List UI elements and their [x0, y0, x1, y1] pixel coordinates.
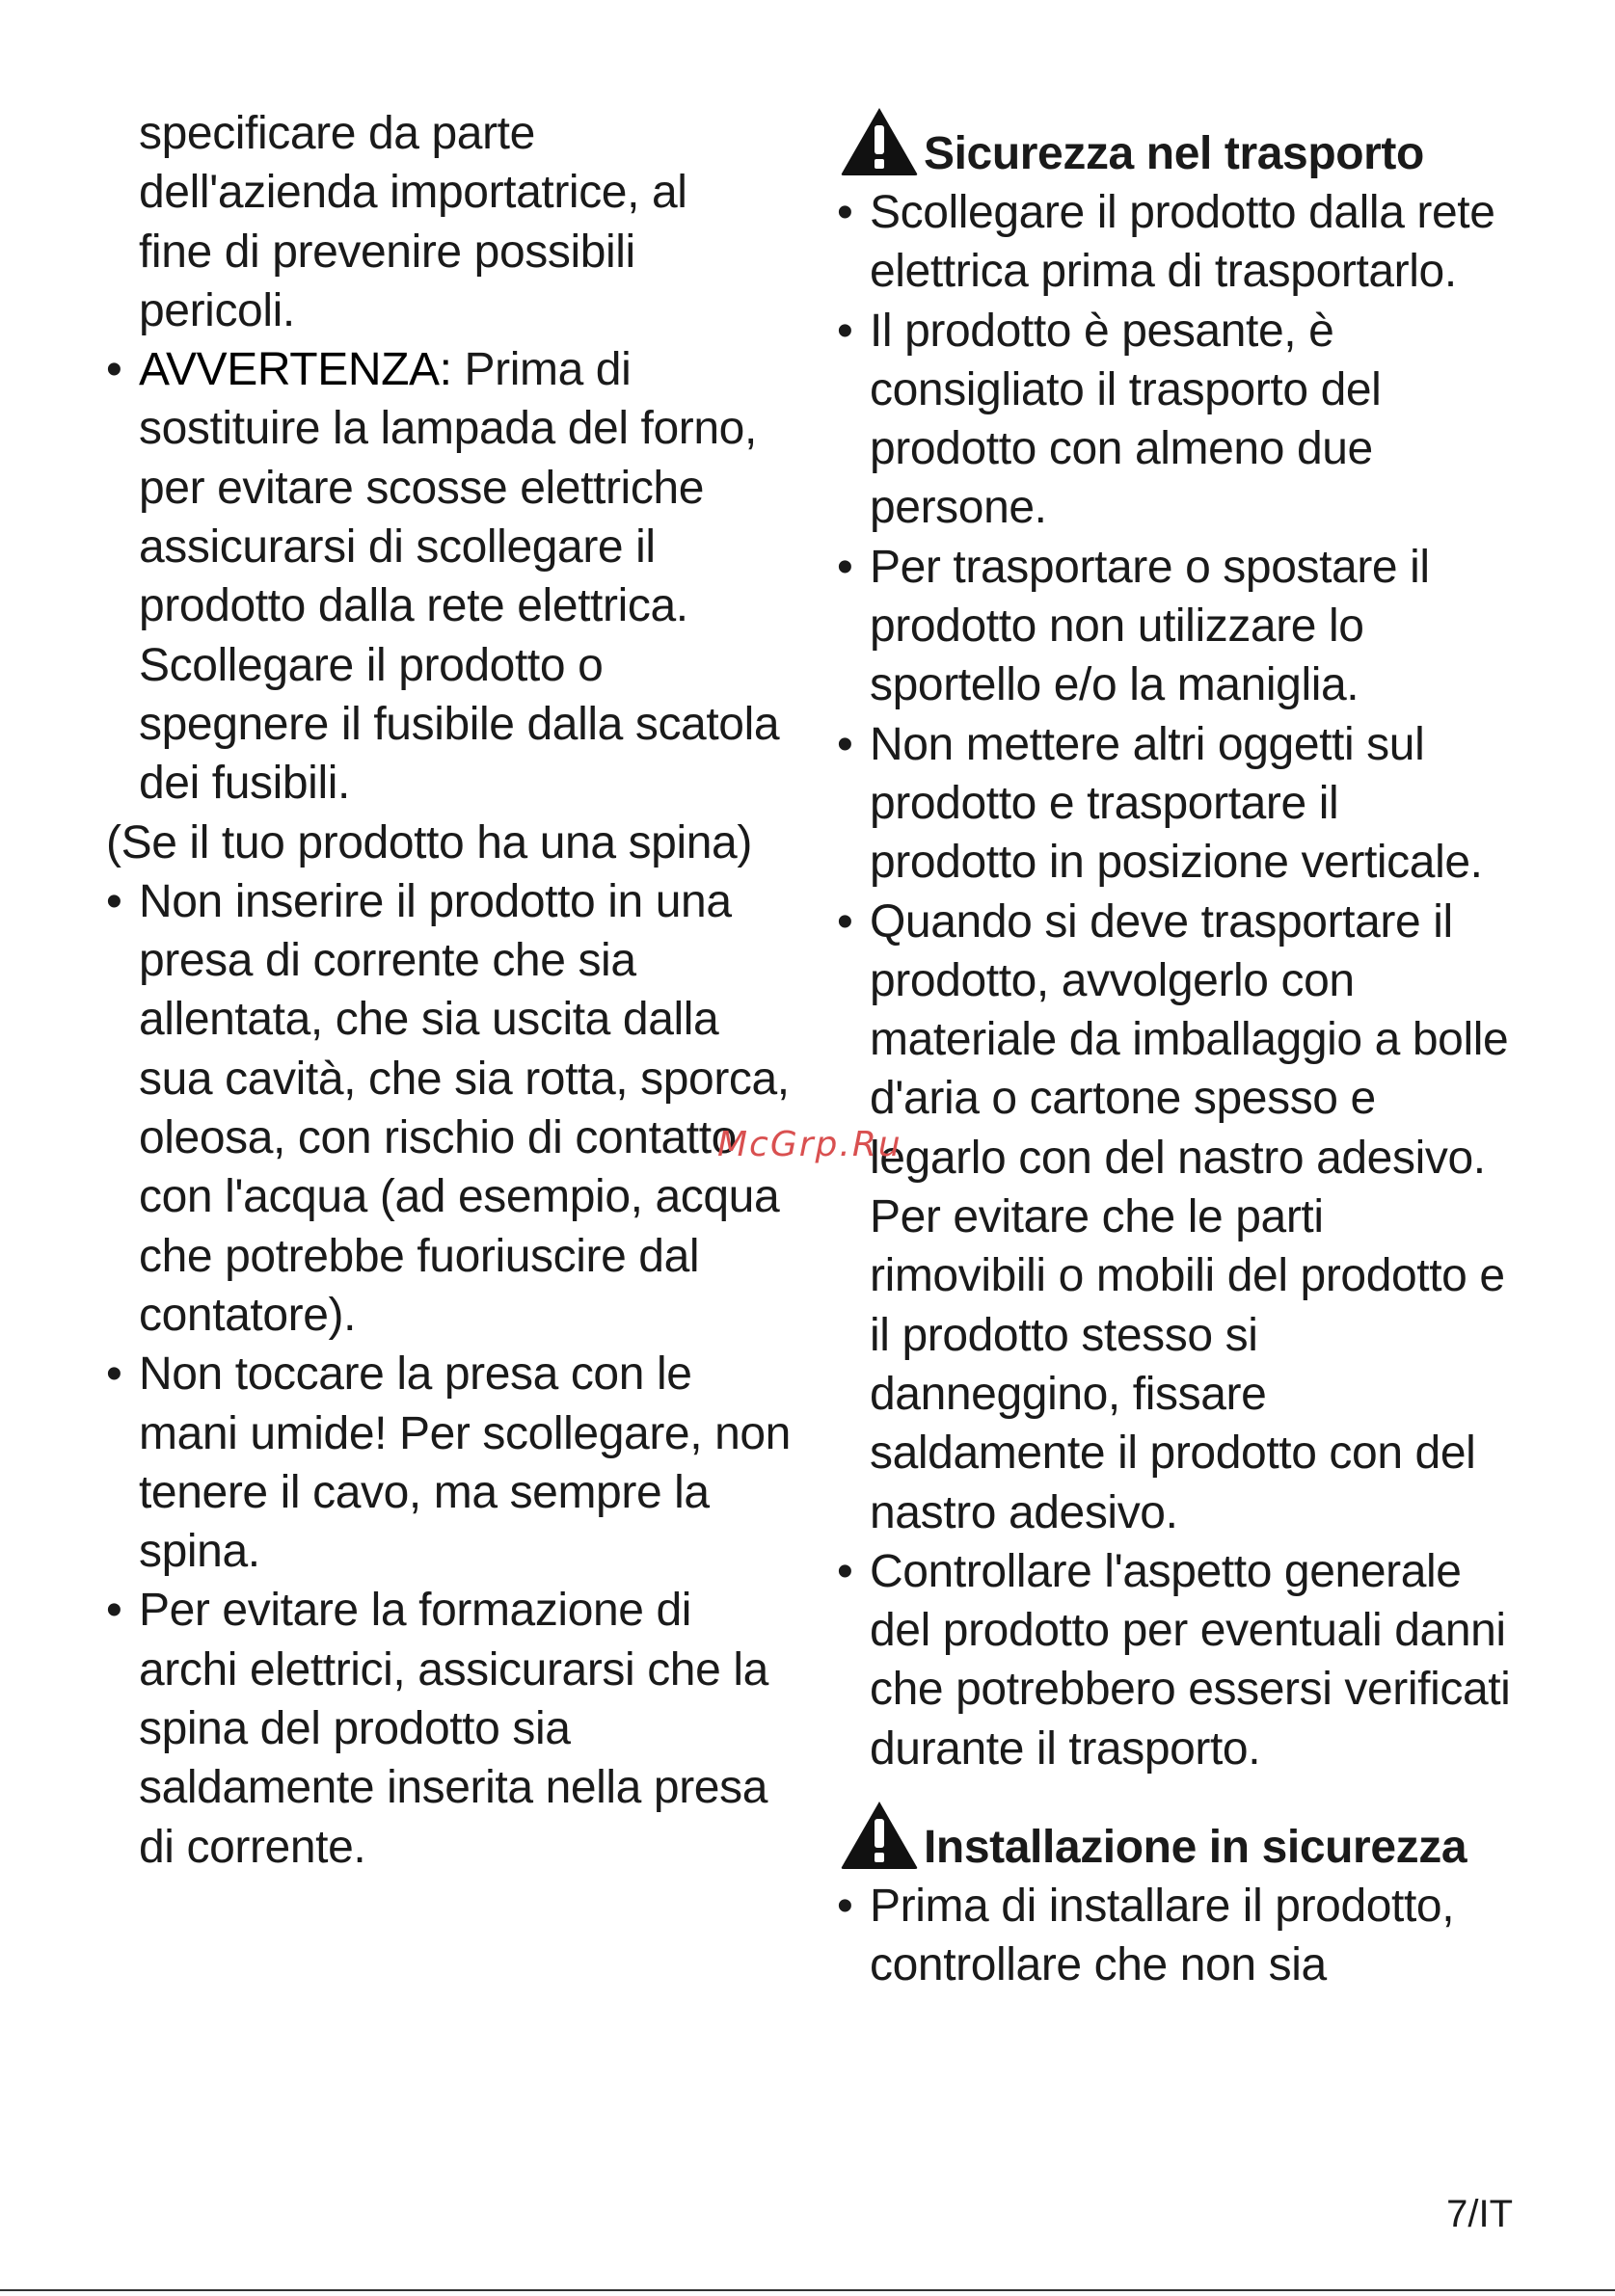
list-item: • Scollegare il prodotto dalla rete elettrica prima di trasportarlo. [837, 183, 1512, 302]
bottom-divider [0, 2289, 1615, 2291]
section-title: Sicurezza nel trasporto [924, 127, 1424, 179]
right-column [837, 114, 1512, 1995]
intro-line: dell'azienda importatrice, al [139, 167, 687, 219]
list-item: • Per evitare la formazione di archi elettrici, assicurarsi che la spina del prodotto sia saldamente inserita nella presa di corrente. [106, 1581, 800, 1876]
list-item: • Il prodotto è pesante, è consigliato il trasporto del prodotto con almeno due persone. [837, 302, 1512, 538]
warning-list [106, 340, 800, 813]
plug-note: (Se il tuo prodotto ha una spina) [106, 816, 752, 868]
intro-line: pericoli. [139, 284, 295, 336]
transport-list [837, 183, 1512, 1778]
warning-triangle-icon [840, 1800, 919, 1871]
list-item: • Non inserire il prodotto in una presa di corrente che sia allentata, che sia uscita dalla sua cavità, che sia rotta, sporca, oleosa, con rischio di contatto con l'acqua (ad esempio, acqua che potrebbe fuoriuscire dal contatore). [106, 872, 800, 1345]
plug-safety-list [106, 872, 800, 1877]
section-heading-transport [837, 114, 1512, 183]
warning-triangle-icon [840, 106, 919, 177]
section-spacer [837, 1778, 1512, 1807]
warning-label: AVVERTENZA: [139, 344, 452, 396]
list-item: • Prima di installare il prodotto, controllare che non sia [837, 1877, 1512, 1995]
installation-list [837, 1877, 1512, 1995]
list-item: • Non toccare la presa con le mani umide! Per scollegare, non tenere il cavo, ma sempre la spina. [106, 1345, 800, 1581]
intro-line: fine di prevenire possibili [139, 226, 635, 278]
page-number: 7/IT [1446, 2193, 1513, 2235]
list-item: • Non mettere altri oggetti sul prodotto e trasportare il prodotto in posizione verticale. [837, 715, 1512, 893]
list-item: • Quando si deve trasportare il prodotto, avvolgerlo con materiale da imballaggio a bolle d'aria o cartone spesso e legarlo con del nastro adesivo. Per evitare che le parti rimovibili o mobili del prodotto e il prodotto stesso si danneggino, fissare saldamente il prodotto con del nastro adesivo. [837, 893, 1512, 1542]
list-item: • Per trasportare o spostare il prodotto non utilizzare lo sportello e/o la maniglia. [837, 538, 1512, 715]
list-item: • Controllare l'aspetto generale del prodotto per eventuali danni che potrebbero essersi verificati durante il trasporto. [837, 1542, 1512, 1778]
warning-item [106, 340, 800, 813]
watermark: McGrp.Ru [717, 1125, 902, 1164]
section-title: Installazione in sicurezza [924, 1821, 1467, 1873]
section-heading-installation [837, 1807, 1512, 1877]
warning-text: Prima di sostituire la lampada del forno, per evitare scosse elettriche assicurarsi di scollegare il prodotto dalla rete elettrica. Scollegare il prodotto o spegnere il fusibile dalla scatola dei fusibili. [139, 344, 780, 810]
intro-line: specificare da parte [139, 108, 535, 159]
left-column [106, 104, 800, 1877]
intro-paragraph [106, 104, 800, 340]
